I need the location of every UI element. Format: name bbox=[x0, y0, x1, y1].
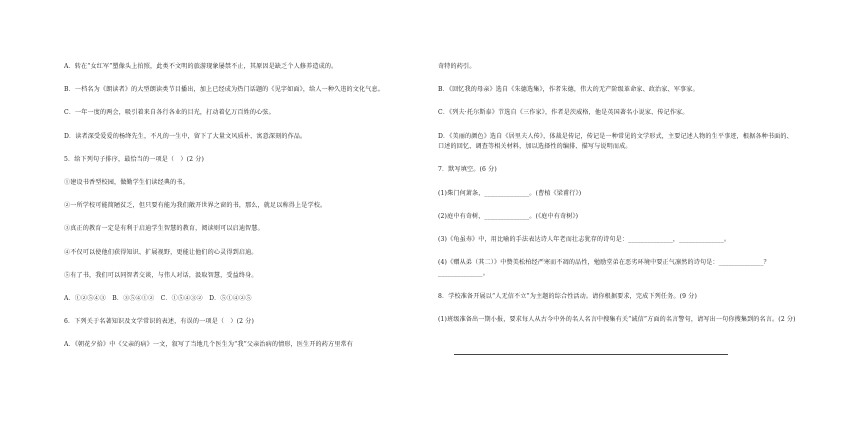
option-b-text: B．一档名为《朗读者》的大型朗读类节目播出，加上已经成为热门话题的《见字如面》，给人一种久违的文化气息。 bbox=[64, 86, 385, 94]
question-6-option-a: A．《朝花夕拾》中《父亲的病》一文，叙写了当地几个医生为“我”父亲治病的情形，医生开的药方里常有 bbox=[64, 341, 353, 349]
question-7-title: 7．默写填空。(6 分) bbox=[438, 166, 497, 174]
question-6-option-d: D．《美丽的颜色》选自《居里夫人传》，体裁是传记，传记是一种常见的文学形式，主要记述人物的生平事迹，根据各种书面的、口述的回忆、调查等相关材料，加以选择性的编排、描写与说明而成。 bbox=[438, 132, 793, 151]
right-column bbox=[438, 62, 796, 338]
option-c-text: C．一年一度的两会，吸引着来自各行各业的目光，打动着亿万百姓的心弦。 bbox=[64, 109, 275, 117]
question-6-option-b: B．《回忆我的母亲》选自《朱德选集》，作者朱德，伟大的无产阶级革命家、政治家、军事家。 bbox=[438, 86, 699, 94]
question-8-item-1: (1)班级准备出一期小报，要求每人从古今中外的名人名言中搜集有关“诚信”方面的名言警句，请写出一句你搜集到的名言。(2 分) bbox=[438, 316, 796, 324]
question-5-choices: A．①②⑤④③ B．③⑤④①② C．①⑤④③② D．⑤①④②⑤ bbox=[64, 294, 252, 302]
question-6-title: 6．下列关于名著知识及文学常识的表述，有误的一项是（ ）(2 分) bbox=[64, 318, 255, 326]
sentence-2: ②一所学校可能简陋贫乏，但只要有能为我们敞开世界之窗的书，那么，就足以称得上是学校。 bbox=[64, 202, 327, 210]
question-8-title: 8．学校准备开展以“人无信不立”为主题的综合性活动。请你根据要求，完成下列任务。(9 分) bbox=[438, 292, 697, 300]
answer-line[interactable] bbox=[454, 354, 728, 355]
question-6-option-a-continued: 奇特的药引。 bbox=[438, 63, 476, 70]
option-a-text: A．转在“女红军”塑像头上拍照，此类不文明的旅游现象屡禁不止，其原因是缺乏个人修养造成的。 bbox=[64, 63, 338, 70]
question-7-item-1: (1)柴门何萧条，______________。(曹植《梁甫行》) bbox=[438, 189, 582, 197]
question-7-item-4: (4)《赠从弟（其二）》中赞美松柏经严寒而不凋的品性，勉励堂弟在恶劣环境中要正气凛然的诗句是：______________？______________。 bbox=[438, 259, 770, 277]
question-7-item-3: (3)《龟虽寿》中，用比喻的手法表达诗人年老而壮志犹存的诗句是：______________，______________。 bbox=[438, 235, 731, 243]
sentence-4: ④不仅可以使他们获得知识、扩展视野，更能让他们的心灵得到启迪。 bbox=[64, 248, 258, 256]
sentence-1: ①建设书香型校园，做勤学生们读经典的书。 bbox=[64, 178, 189, 186]
left-column bbox=[64, 62, 429, 363]
question-7-item-2: (2)庭中有奇树，______________。(《庭中有奇树》) bbox=[438, 212, 579, 220]
sentence-3: ③真正的教育一定是有利于启迪学生智慧的教育，阅读则可以启迪智慧。 bbox=[64, 225, 264, 233]
sentence-5: ⑤有了书，我们可以同智者交谈，与伟人对话，汲取智慧，受益终身。 bbox=[64, 271, 258, 279]
question-6-option-c: C．《列夫·托尔斯泰》节选自《三作家》，作者是茨威格，他是英国著名小说家、传记作家。 bbox=[438, 109, 689, 117]
question-5-title: 5．给下列句子排序，最恰当的一项是（ ）(2 分) bbox=[64, 155, 205, 163]
option-d-text: D．读者深受爱爱的杨绛先生，不凡的一生中，留下了大量文风质朴、寓意深刻的作品。 bbox=[64, 132, 307, 140]
